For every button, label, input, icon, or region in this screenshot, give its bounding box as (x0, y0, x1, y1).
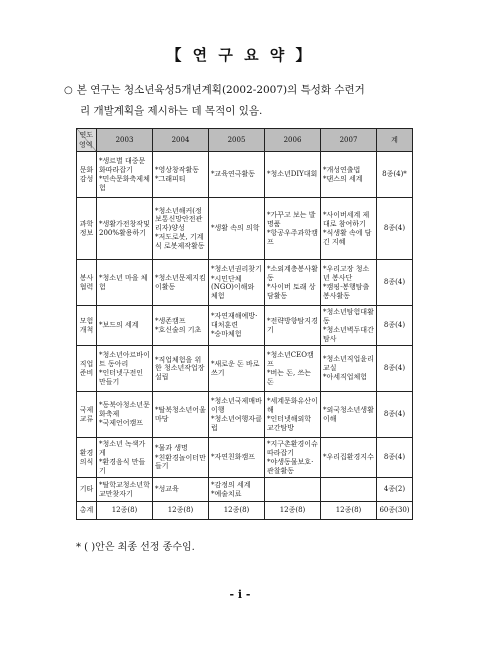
program-item: *영상창작활동 (155, 165, 200, 174)
program-cell (97, 346, 153, 392)
program-cell (153, 152, 209, 198)
program-cell (265, 198, 321, 260)
program-item: *자연재해예방·대처훈련 (211, 312, 258, 329)
program-cell (321, 260, 377, 306)
program-cell (321, 346, 377, 392)
total-value: 12종(8) (321, 502, 377, 520)
program-item: *사이버 토래 상담활동 (267, 283, 316, 300)
corner-area-label: 영역 (79, 140, 93, 149)
program-item: *야생동물보호·관찰활동 (267, 458, 314, 475)
table-row (77, 438, 413, 478)
program-cell (209, 152, 265, 198)
program-cell (97, 152, 153, 198)
program-item: *시민단체(NGO)이해와 체험 (211, 274, 255, 300)
count-cell: 8종(4) (377, 438, 413, 478)
year-header: 2004 (153, 129, 209, 152)
program-cell (153, 346, 209, 392)
program-item: *민속문화축제체험 (99, 175, 150, 192)
program-item: *청소년아르바이트 동아리 (99, 351, 150, 368)
program-item: *승마체험 (211, 330, 242, 339)
program-cell (321, 478, 377, 502)
page-title: 【 연 구 요 약 】 (166, 46, 314, 64)
program-item: *예술치료 (211, 490, 242, 498)
footnote: * ( )안은 최종 선정 종수임. (76, 542, 195, 553)
program-item: *외국청소년생활이해 (323, 406, 374, 423)
program-item: *개성연출법 (323, 165, 361, 174)
category-cell: 환경의식 (77, 438, 97, 478)
program-cell (209, 478, 265, 502)
program-item: *청소년직업윤리교실 (323, 355, 374, 372)
program-cell (153, 260, 209, 306)
total-value: 12종(8) (209, 502, 265, 520)
year-header: 2007 (321, 129, 377, 152)
count-cell: 8종(4)* (377, 152, 413, 198)
count-cell: 8종(4) (377, 392, 413, 438)
program-item: *청소년 마을 체험 (99, 274, 148, 291)
table-row (77, 478, 413, 502)
program-item: *보드의 세계 (99, 321, 139, 330)
intro-line-2: 리 개발계획을 제시하는 데 목적이 있음. (80, 105, 263, 117)
program-cell (265, 306, 321, 346)
program-cell (321, 392, 377, 438)
program-item: *버는 돈, 쓰는 돈 (267, 369, 311, 386)
program-item: *감정의 세계 (211, 480, 251, 489)
table-total-row (77, 502, 413, 520)
program-item: *저도로봇, 기계식 로봇제작활동 (155, 233, 205, 250)
program-item: *성교육 (155, 485, 179, 494)
program-item: *사이버세계 제대로 참여하기 (323, 211, 370, 228)
total-label: 총계 (77, 502, 97, 520)
category-cell: 기타 (77, 478, 97, 502)
category-cell: 봉사협력 (77, 260, 97, 306)
program-item: *청소년 녹색가게 (99, 440, 146, 457)
total-value: 12종(8) (97, 502, 153, 520)
table-row (77, 346, 413, 392)
program-item: *청소년벽두대간 탐사 (323, 326, 374, 343)
table-body (77, 152, 413, 502)
program-item: *생활 속의 의학 (211, 224, 260, 233)
table-row (77, 198, 413, 260)
intro-paragraph (64, 80, 424, 121)
program-item: *청소년CEO캠프 (267, 351, 314, 368)
program-cell (97, 306, 153, 346)
program-cell (97, 198, 153, 260)
year-header: 2003 (97, 129, 153, 152)
program-plan-table (76, 128, 413, 520)
category-cell: 직업준비 (77, 346, 97, 392)
program-item: *가꾸고 보는 발명품 (267, 211, 316, 228)
program-item: *동북아청소년문화축제 (99, 401, 150, 418)
program-item: *탈북청소년어울마당 (155, 406, 206, 423)
intro-line-1: 본 연구는 청소년육성5개년계획(2002-2007)의 특성화 수련거 (76, 84, 365, 96)
category-cell: 국제교류 (77, 392, 97, 438)
year-header: 2006 (265, 129, 321, 152)
program-cell (321, 438, 377, 478)
count-cell: 4종(2) (377, 478, 413, 502)
total-value: 12종(8) (153, 502, 209, 520)
program-cell (265, 392, 321, 438)
program-item: *새로운 돈 바로쓰기 (211, 360, 260, 377)
program-item: *우리집환경지수 (323, 453, 374, 462)
program-item: *청소년문제지킴이활동 (155, 274, 206, 291)
category-cell: 과학정보 (77, 198, 97, 260)
program-item: *청소년권리찾기 (211, 265, 262, 273)
program-item: *직업체험을 위한 청소년작업장 설립 (155, 355, 205, 381)
program-item: *인터넷해외학 교간탐방 (267, 415, 312, 432)
table-header-row (77, 129, 413, 152)
program-item: *전략방향탐지경기 (267, 317, 318, 334)
table-row (77, 306, 413, 346)
program-item: *청소년해커(정보통신망안전관리자)양성 (155, 206, 203, 232)
program-cell (321, 306, 377, 346)
program-cell (265, 478, 321, 502)
program-item: *지구촌환경이슈따라잡기 (267, 440, 318, 457)
program-item: *소외계층봉사활동 (267, 265, 318, 282)
program-cell (97, 392, 153, 438)
program-item: *인터넷구전인 만들기 (99, 369, 144, 386)
table-row (77, 392, 413, 438)
program-cell (321, 198, 377, 260)
program-item: *캠핑·봉행탐출봉사활동 (323, 283, 370, 300)
count-cell: 8종(4) (377, 198, 413, 260)
program-item: *아세직업체험 (323, 373, 368, 382)
program-cell (209, 346, 265, 392)
program-item: *자연친화캠프 (211, 453, 256, 462)
program-cell (321, 152, 377, 198)
program-cell (265, 260, 321, 306)
program-cell (209, 306, 265, 346)
year-header: 2005 (209, 129, 265, 152)
category-cell: 문화감성 (77, 152, 97, 198)
program-cell (265, 152, 321, 198)
program-cell (153, 438, 209, 478)
count-cell: 8종(4) (377, 260, 413, 306)
program-cell (153, 198, 209, 260)
program-item: *생존캠프 (155, 316, 186, 325)
program-cell (265, 346, 321, 392)
program-item: *그래피티 (155, 175, 186, 183)
program-cell (265, 438, 321, 478)
program-item: *청소년탐험대활동 (323, 308, 374, 325)
program-cell (97, 478, 153, 502)
program-item: *댄스의 세계 (323, 175, 363, 183)
count-cell: 8종(4) (377, 306, 413, 346)
total-value: 12종(8) (265, 502, 321, 520)
total-sum: 60종(30) (377, 502, 413, 520)
program-item: *우리고장 청소년 봉사단 (323, 265, 370, 282)
program-item: *식생활 속에 담긴 지혜 (323, 229, 372, 246)
program-item: *청소년여행자클럽 (211, 415, 262, 432)
program-cell (209, 260, 265, 306)
program-item: *생르별 대중문화따라잡기 (99, 157, 146, 174)
program-cell (209, 392, 265, 438)
program-cell (153, 306, 209, 346)
program-item: *생활가전창작및 200%활용하기 (99, 220, 150, 237)
program-item: *교육연극활동 (211, 170, 256, 179)
page-number: - i - (229, 588, 251, 601)
program-cell (209, 438, 265, 478)
program-cell (97, 438, 153, 478)
table-row (77, 260, 413, 306)
program-cell (97, 260, 153, 306)
program-item: *환경음식 만들기 (99, 458, 146, 475)
program-item: *탈학교청소년학교만찾자기 (99, 481, 150, 498)
program-item: *항공우주과학캠프 (267, 229, 318, 246)
count-cell: 8종(4) (377, 346, 413, 392)
program-item: *호신술의 기초 (155, 326, 202, 334)
program-item: *청소년국제매바이행 (211, 397, 262, 414)
program-item: *물과 생명 (155, 444, 188, 453)
table-row (77, 152, 413, 198)
program-item: *청소년DIY대회 (267, 170, 318, 179)
bullet-circle-icon: ○ (64, 85, 73, 96)
program-cell (209, 198, 265, 260)
program-item: *친환경놀이터만들기 (155, 453, 206, 471)
program-item: *국제언어캠프 (99, 419, 144, 428)
program-cell (153, 392, 209, 438)
total-header: 계 (377, 129, 413, 152)
corner-year-label: 연도 (79, 131, 93, 139)
program-item: *세계문화유산이해 (267, 397, 318, 414)
corner-header (77, 129, 97, 152)
category-cell: 모험개척 (77, 306, 97, 346)
program-cell (153, 478, 209, 502)
